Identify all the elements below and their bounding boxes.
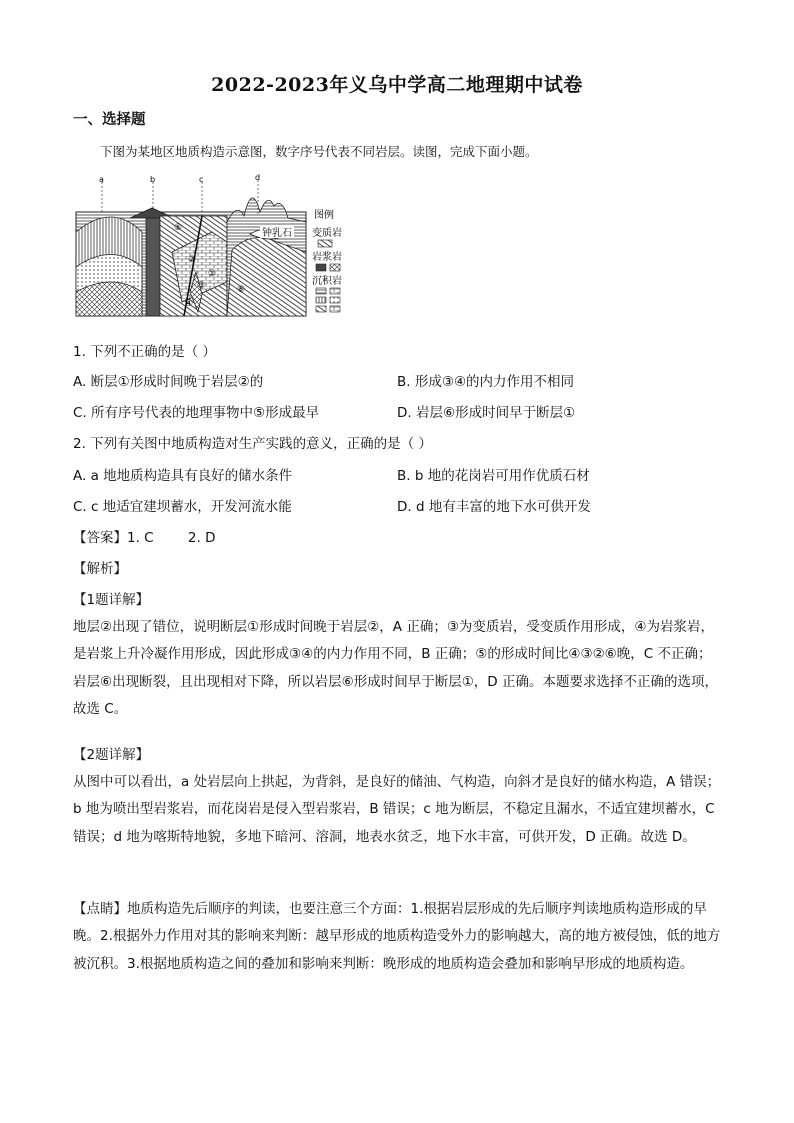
legend-sed-swatch-3 [316,297,326,303]
answer-line [73,526,216,546]
label-b: b [150,175,156,184]
q1-option-d: D. 岩层⑥形成时间早于断层① [397,405,576,421]
legend-igneous-swatch-2 [330,264,340,271]
q1-stem: 1. 下列不正确的是（ ） [73,344,216,360]
q2-option-b: B. b 地的花岗岩可用作优质石材 [397,468,590,484]
tip-block [73,896,721,978]
label-a: a [99,175,104,184]
analysis-label: 【解析】 [73,561,127,577]
label-n2: ② [188,255,197,265]
legend-sed-swatch-6 [330,306,340,312]
legend-metamorphic-label: 变质岩 [312,228,342,239]
detail2-label: 【2题详解】 [73,747,150,763]
legend-sed-swatch-4 [330,297,340,303]
label-n1: ① [208,269,217,279]
legend-sed-swatch-1 [316,288,326,294]
section-heading: 一、选择题 [73,112,146,128]
detail2-text: 从图中可以看出，a 处岩层向上拱起，为背斜，是良好的储油、气构造，向斜才是良好的储水构造，A 错误；b 地为喷出型岩浆岩，而花岗岩是侵入型岩浆岩，B 错误；c 地为断层，不稳定且漏水，不适宜建坝蓄水，C 错误；d 地为喀斯特地貌，多地下暗河、溶洞，地表水贫乏，地下水丰富，可供开发，D 正确。故选 D。 [73,774,721,845]
q2-option-a: A. a 地地质构造具有良好的储水条件 [73,468,293,484]
label-n5: ⑤ [174,223,183,233]
label-d: d [255,173,261,182]
answer-text: 1. C 2. D [127,530,216,546]
legend-igneous-label: 岩浆岩 [312,252,342,263]
geologic-structure-diagram [72,172,362,322]
legend-sed-swatch-5 [316,306,326,312]
q2-stem: 2. 下列有关图中地质构造对生产实践的意义，正确的是（ ） [73,436,432,452]
label-n3: ③ [197,281,206,291]
q2-option-d: D. d 地有丰富的地下水可供开发 [397,499,591,515]
answer-label: 【答案】 [73,530,127,546]
legend-metamorphic-swatch [318,240,332,247]
label-c: c [199,175,204,184]
legend-sed-swatch-2 [330,288,340,294]
legend-igneous-swatch-1 [316,264,326,271]
label-n4: ④ [185,299,194,309]
q1-option-a: A. 断层①形成时间晚于岩层②的 [73,374,264,390]
q1-option-b: B. 形成③④的内力作用不相同 [397,374,575,390]
question-intro: 下图为某地区地质构造示意图，数字序号代表不同岩层。读图，完成下面小题。 [100,144,538,159]
q1-option-c: C. 所有序号代表的地理事物中⑤形成最早 [73,405,320,421]
legend-title: 图例 [314,210,334,221]
detail1-label: 【1题详解】 [73,592,150,608]
label-stalactite: 钟乳石 [262,228,292,239]
tip-text: 地质构造先后顺序的判读，也要注意三个方面：1.根据岩层形成的先后顺序判读地质构造形成的早晚。2.根据外力作用对其的影响来判断：越早形成的地质构造受外力的影响越大，高的地方被侵蚀，低的地方被沉积。3.根据地质构造之间的叠加和影响来判断：晚形成的地质构造会叠加和影响早形成的地质构造。 [73,901,721,972]
legend-sedimentary-label: 沉积岩 [312,276,342,287]
tip-label: 【点睛】 [73,901,127,917]
q2-option-c: C. c 地适宜建坝蓄水，开发河流水能 [73,499,292,515]
page-title: 2022-2023年义乌中学高二地理期中试卷 [211,74,583,96]
label-n6: ⑥ [237,285,246,295]
detail1-text: 地层②出现了错位，说明断层①形成时间晚于岩层②，A 正确；③为变质岩，受变质作用形成，④为岩浆岩，是岩浆上升冷凝作用形成，因此形成③④的内力作用不同，B 正确；⑤的形成时间比④③②⑥晚，C 不正确；岩层⑥出现断裂，且出现相对下降，所以岩层⑥形成时间早于断层①，D 正确。本题要求选择不正确的选项，故选 C。 [73,619,718,717]
